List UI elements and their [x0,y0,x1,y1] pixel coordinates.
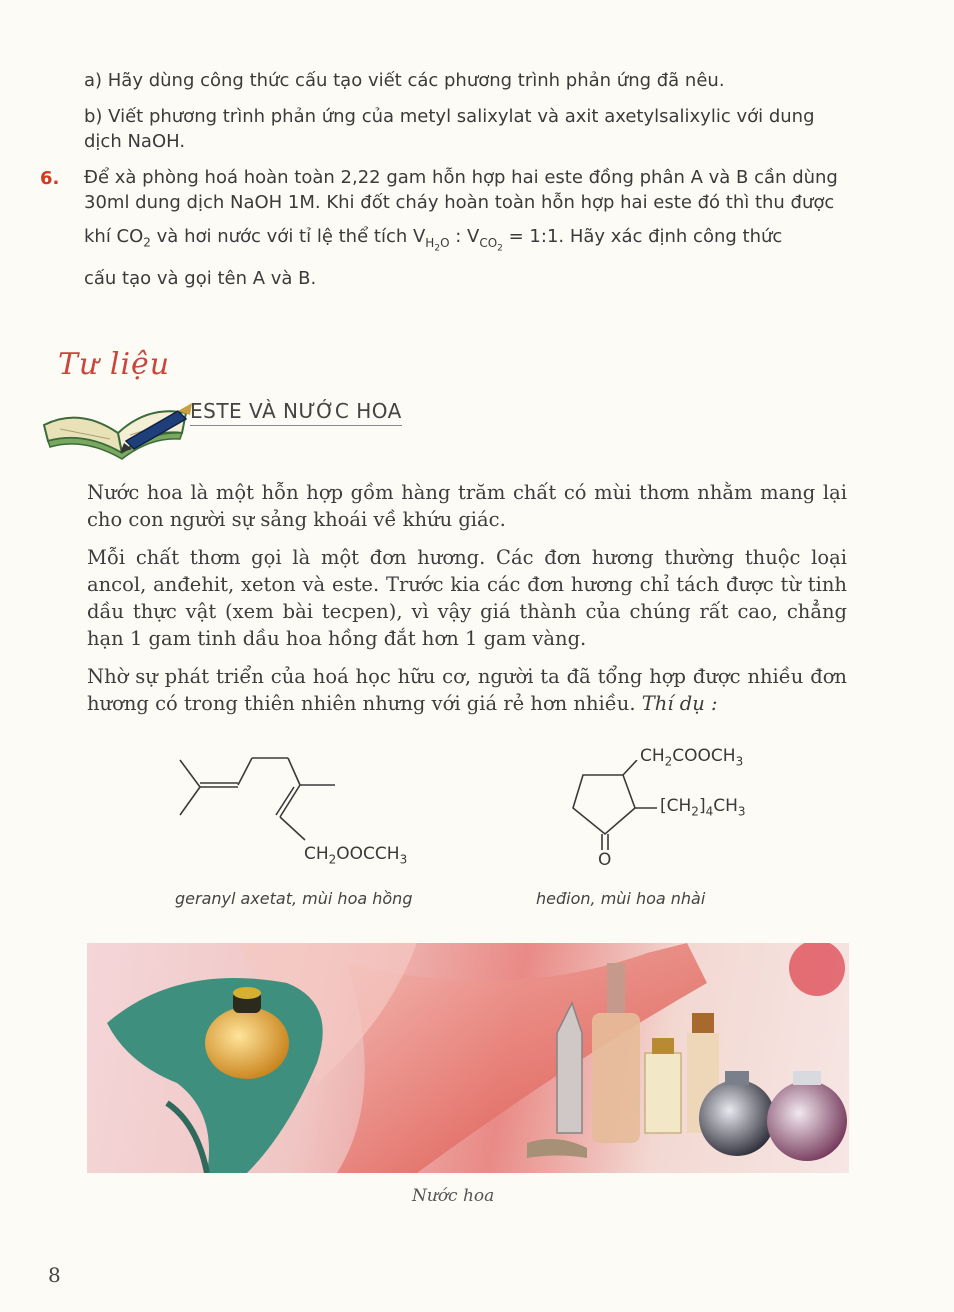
section-title-text: ESTE VÀ NƯỚC HOA [190,399,402,426]
hedione-oxygen: O [598,850,612,870]
tu-lieu-badge-text: Tư liệu [58,347,171,382]
subscript [479,235,503,253]
question-6-line-3 [84,224,846,253]
subscript: 3 [735,754,744,769]
question-6-line-2: 30ml dung dịch NaOH 1M. Khi đốt cháy hoàn toàn hỗn hợp hai este đó thì thu được [84,192,835,213]
text-segment: Nhờ sự phát triển của hoá học hữu cơ, người ta đã tổng hợp được nhiều đơn hương có trong thiên nhiên nhưng với giá rẻ hơn nhiều. [87,665,847,715]
subscript: 2 [664,754,673,769]
hedione-side-chain [660,796,746,819]
text-segment: CH [640,746,665,766]
subscript: 3 [399,852,408,867]
subscript: 2 [328,852,337,867]
text-segment: V [412,226,426,247]
subscript: 3 [737,804,746,819]
text-segment: : V [449,226,480,247]
text-segment: = 1:1 [502,226,559,247]
subscript: 2 [691,804,699,819]
geranyl-caption: geranyl axetat, mùi hoa hồng [175,889,413,908]
subscript: 4 [705,804,714,819]
paragraph-1: Nước hoa là một hỗn hợp gồm hàng trăm chất có mùi thơm nhằm mang lại cho con người sự sảng khoái về khứu giác. [87,481,847,531]
paragraph-3 [87,663,847,717]
question-6-line-4: cấu tạo và gọi tên A và B. [84,268,317,289]
text-segment: CO [479,235,498,250]
text-segment: COOCH [672,746,736,766]
text-segment: O [440,235,450,250]
subscript: 2 [497,242,503,253]
section-title [190,399,402,423]
text-segment: ] [698,796,706,816]
text-segment: H [425,235,435,250]
text-segment: [CH [660,796,692,816]
text-segment: OOCCH [336,844,400,864]
text-segment: . Hãy xác định công thức [558,226,783,247]
perfume-photo [87,943,849,1173]
paragraph-2: Mỗi chất thơm gọi là một đơn hương. Các đơn hương thường thuộc loại ancol, anđehit, xeton và este. Trước kia các đơn hương chỉ tách được từ tinh dầu thực vật (xem bài tecpen), vì vậy giá thành của chúng rất cao, chẳng hạn 1 gam tinh dầu hoa hồng đắt hơn 1 gam vàng. [87,546,847,650]
exercise-b: b) Viết phương trình phản ứng của metyl salixylat và axit axetylsalixylic với dung dịch NaOH. [84,106,815,152]
subscript: 2 [434,242,441,253]
perfume-illustration [87,943,849,1173]
volume-ratio [412,226,559,253]
text-segment: khí CO [84,226,144,247]
exercise-a: a) Hãy dùng công thức cấu tạo viết các phương trình phản ứng đã nêu. [84,70,725,91]
text-segment: CH [713,796,738,816]
text-segment: và hơi nước với tỉ lệ thể tích [150,226,413,247]
page-number: 8 [48,1263,61,1287]
photo-caption: Nước hoa [412,1186,495,1206]
hedione-ring-structure [565,760,675,860]
subscript [425,235,450,253]
text-segment: Thí dụ : [641,692,718,715]
hedione-caption: hеđion, mùi hoa nhài [536,889,706,908]
question-6-line-1: Để xà phòng hoá hoàn toàn 2,22 gam hỗn hợp hai este đồng phân A và B cần dùng [84,167,838,188]
tu-lieu-header [40,345,410,460]
text-segment: CH [304,844,329,864]
question-number: 6. [40,168,60,189]
hedione-top-group [640,746,744,769]
subscript: 2 [143,235,151,250]
geranyl-group-label [304,844,408,867]
